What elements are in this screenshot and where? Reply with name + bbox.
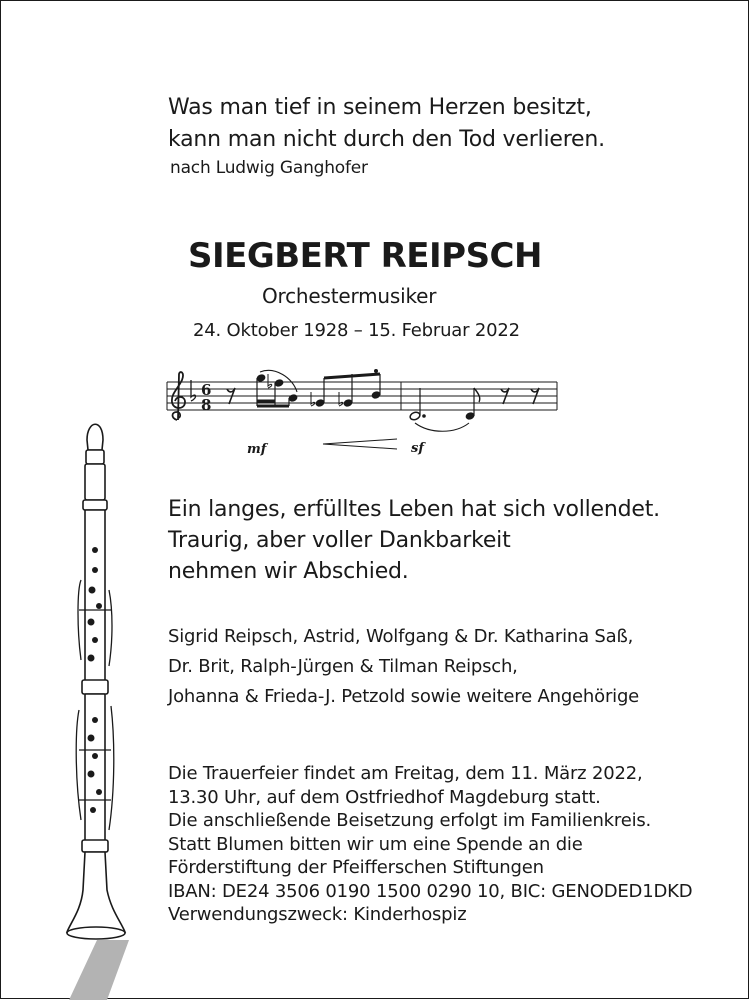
mourners-line: Johanna & Frieda-J. Petzold sowie weitere Angehörige [168,686,640,707]
funeral-line: IBAN: DE24 3506 0190 1500 0290 10, BIC: GENODED1DKD [168,880,693,902]
memorial-quote [168,92,605,156]
quote-line: Was man tief in seinem Herzen besitzt, [168,95,592,120]
beamed-notes-2 [311,370,381,408]
deceased-occupation: Orchestermusiker [262,284,437,308]
funeral-line: Die anschließende Beisetzung erfolgt im Familienkreis. [168,810,652,831]
time-signature-top: 6 [201,381,212,399]
mourners-list [168,622,639,712]
clarinet-shadow [69,940,129,1000]
statement-line: Ein langes, erfülltes Leben hat sich vollendet. [168,497,660,522]
deceased-name: SIEGBERT REIPSCH [188,236,542,276]
quote-line: kann man nicht durch den Tod verlieren. [168,127,605,152]
clarinet-body [67,424,125,939]
farewell-statement [168,494,660,587]
mourners-line: Sigrid Reipsch, Astrid, Wolfgang & Dr. Katharina Saß, [168,626,634,647]
funeral-line: Förderstiftung der Pfeifferschen Stiftungen [168,857,544,878]
flat-icon [191,380,196,401]
statement-line: nehmen wir Abschied. [168,559,409,584]
funeral-details [168,762,692,927]
statement-line: Traurig, aber voller Dankbarkeit [168,528,511,553]
funeral-line: Statt Blumen bitten wir um eine Spende an die [168,833,583,855]
mourners-line: Dr. Brit, Ralph-Jürgen & Tilman Reipsch, [168,656,518,677]
funeral-line: Die Trauerfeier findet am Freitag, dem 11. März 2022, [168,763,643,784]
funeral-line: Verwendungszweck: Kinderhospiz [168,904,467,925]
funeral-line: 13.30 Uhr, auf dem Ostfriedhof Magdeburg statt. [168,786,601,808]
beamed-notes [256,370,298,406]
life-dates: 24. Oktober 1928 – 15. Februar 2022 [193,320,520,341]
quote-source: nach Ludwig Ganghofer [170,158,368,178]
music-notation-image [165,368,560,463]
time-signature-bottom: 8 [201,396,212,414]
crescendo-hairpin [323,439,397,449]
dynamic-marking: mf [247,442,267,457]
clarinet-illustration [55,410,145,1000]
dynamic-marking: sf [411,441,424,456]
